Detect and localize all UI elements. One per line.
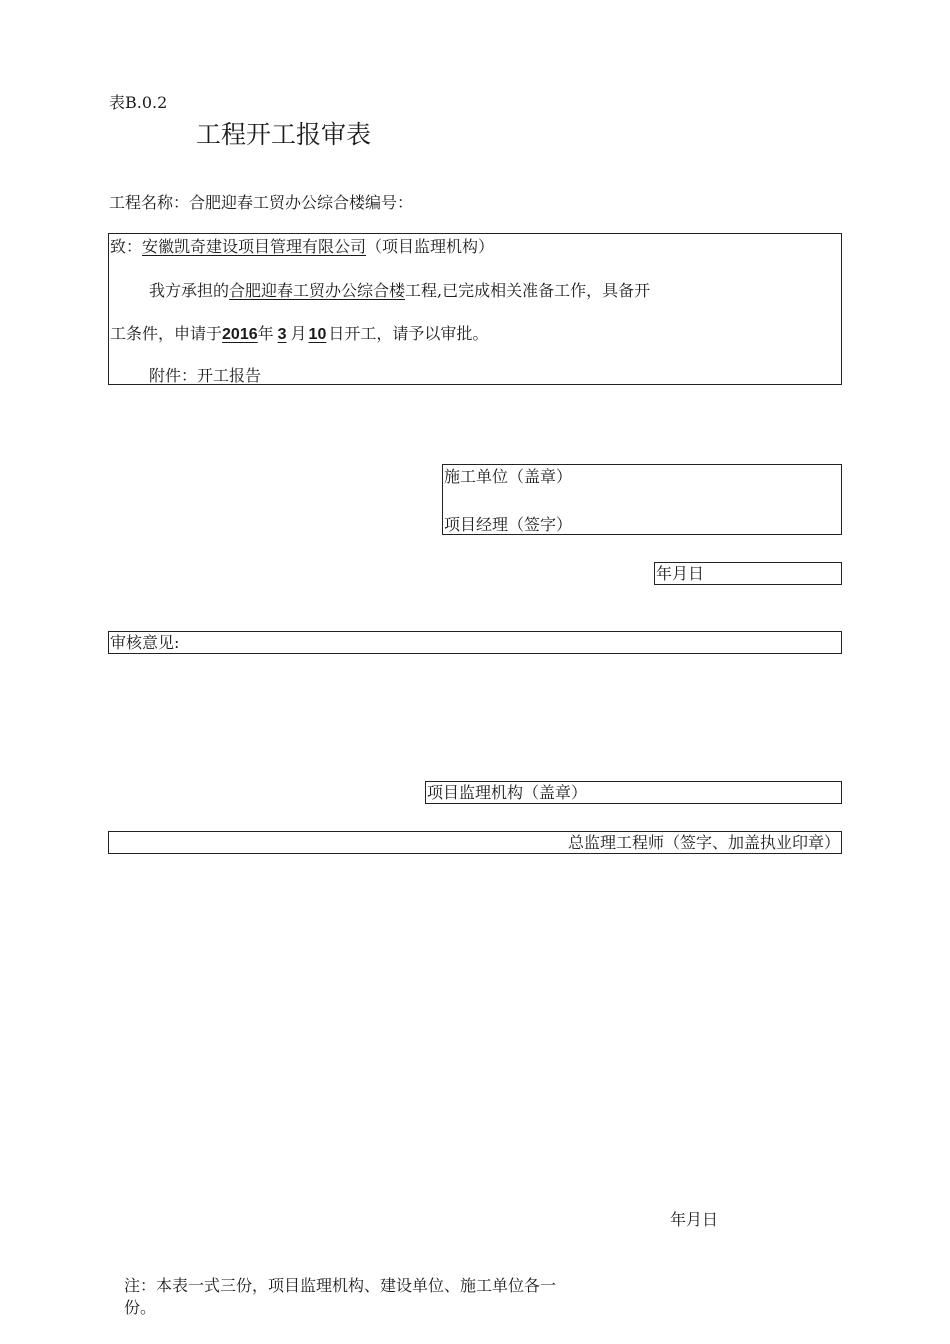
year-unit: 年 <box>257 324 274 343</box>
line2-prefix: 工条件，申请于 <box>110 324 223 343</box>
project-name-line <box>109 193 413 213</box>
application-line-1 <box>149 281 650 301</box>
review-opinion-box <box>108 631 842 654</box>
line1-project: 合肥迎春工贸办公综合楼 <box>229 281 406 300</box>
project-name-value: 合肥迎春工贸办公综合楼 <box>189 193 366 212</box>
start-month: 3 <box>277 326 287 343</box>
addressee-label: 致： <box>110 237 143 256</box>
line1-prefix: 我方承担的 <box>149 281 230 300</box>
project-manager-label: 项目经理（签字） <box>444 515 573 534</box>
addressee-line <box>110 237 494 257</box>
form-code: 表B.0.2 <box>109 93 168 112</box>
attachment-line: 附件：开工报告 <box>149 366 262 385</box>
month-unit: 月 <box>290 324 307 343</box>
chief-engineer-label: 总监理工程师（签字、加盖执业印章） <box>567 833 840 852</box>
review-opinion-label: 审核意见: <box>110 633 180 652</box>
start-year: 2016 <box>222 326 258 343</box>
line1-suffix: 工程,已完成相关准备工作，具备开 <box>405 281 651 300</box>
addressee-suffix: （项目监理机构） <box>366 237 495 256</box>
addressee-company: 安徽凯奇建设项目管理有限公司 <box>142 237 367 256</box>
contractor-date-label: 年月日 <box>656 564 705 583</box>
number-label: 编号： <box>365 193 414 212</box>
application-line-2 <box>110 324 488 345</box>
supervision-agency-label: 项目监理机构（盖章） <box>427 783 588 802</box>
line2-suffix: 日开工，请予以审批。 <box>328 324 489 343</box>
contractor-unit-label: 施工单位（盖章） <box>444 467 573 486</box>
page-title: 工程开工报审表 <box>196 120 372 149</box>
start-day: 10 <box>308 326 327 343</box>
review-date-label: 年月日 <box>670 1210 719 1229</box>
note-line-1: 注：本表一式三份，项目监理机构、建设单位、施工单位各一 <box>124 1276 557 1295</box>
note-line-2: 份。 <box>124 1298 157 1317</box>
project-name-label: 工程名称： <box>109 193 190 212</box>
